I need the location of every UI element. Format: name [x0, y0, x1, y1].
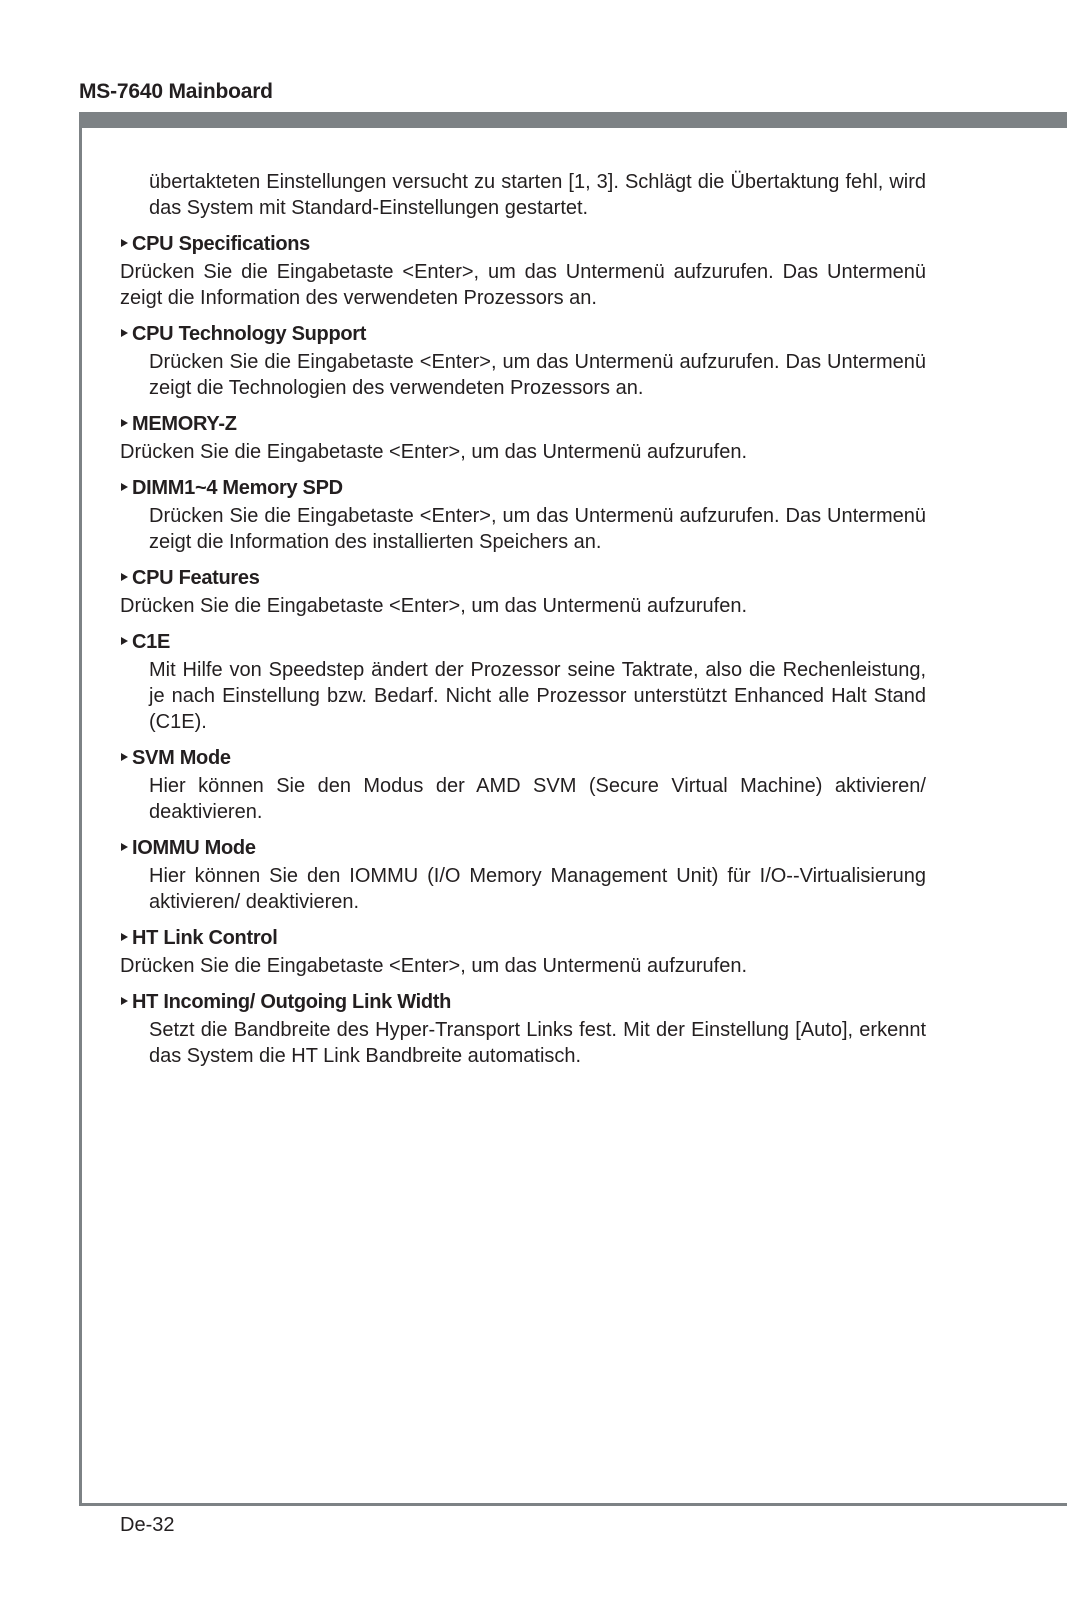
header-bar: [79, 112, 1067, 128]
section-heading-cpu-specifications: [120, 231, 926, 257]
section-heading-cpu-features: [120, 565, 926, 591]
section-text-svm-mode: Hier können Sie den Modus der AMD SVM (Secure Virtual Machine) aktivieren/ deaktivieren.: [149, 775, 926, 823]
section-text-c1e: Mit Hilfe von Speedstep ändert der Prozessor seine Taktrate, also die Rechenleistung, je nach Einstellung bzw. Bedarf. Nicht alle Prozessor unterstützt Enhanced Halt Stand (C1E).: [149, 659, 926, 733]
triangle-bullet-icon: [121, 637, 128, 645]
heading-label: CPU Specifications: [132, 233, 310, 255]
section-heading-ht-link-width: [120, 989, 926, 1015]
heading-label: DIMM1~4 Memory SPD: [132, 477, 343, 499]
heading-label: SVM Mode: [132, 747, 231, 769]
triangle-bullet-icon: [121, 753, 128, 761]
section-heading-iommu-mode: [120, 835, 926, 861]
triangle-bullet-icon: [121, 573, 128, 581]
section-text-memory-z: Drücken Sie die Eingabetaste <Enter>, um das Untermenü aufzurufen.: [120, 441, 748, 463]
page-header-title: MS-7640 Mainboard: [79, 80, 273, 103]
heading-label: HT Link Control: [132, 927, 278, 949]
heading-label: MEMORY-Z: [132, 413, 237, 435]
triangle-bullet-icon: [121, 843, 128, 851]
section-heading-memory-z: [120, 411, 926, 437]
section-text-iommu-mode: Hier können Sie den IOMMU (I/O Memory Management Unit) für I/O--Virtualisierung aktivieren/ deaktivieren.: [149, 865, 926, 913]
section-heading-dimm-memory-spd: [120, 475, 926, 501]
heading-label: CPU Features: [132, 567, 260, 589]
page-number: De-32: [120, 1514, 175, 1536]
heading-label: C1E: [132, 631, 171, 653]
section-heading-cpu-technology-support: [120, 321, 926, 347]
section-heading-c1e: [120, 629, 926, 655]
left-margin-rule: [79, 112, 82, 1505]
section-text-cpu-features: Drücken Sie die Eingabetaste <Enter>, um das Untermenü aufzurufen.: [120, 595, 748, 617]
section-heading-svm-mode: [120, 745, 926, 771]
section-heading-ht-link-control: [120, 925, 926, 951]
section-text-dimm-memory-spd: Drücken Sie die Eingabetaste <Enter>, um das Untermenü aufzurufen. Das Untermenü zeigt die Information des installierten Speichers an.: [149, 505, 926, 553]
section-text-cpu-specifications: Drücken Sie die Eingabetaste <Enter>, um das Untermenü aufzurufen. Das Untermenü zeigt die Information des verwendeten Prozessors an.: [120, 261, 926, 309]
triangle-bullet-icon: [121, 329, 128, 337]
triangle-bullet-icon: [121, 239, 128, 247]
intro-paragraph: übertakteten Einstellungen versucht zu starten [1, 3]. Schlägt die Übertaktung fehl, wird das System mit Standard-Einstellungen gestartet.: [149, 171, 926, 219]
triangle-bullet-icon: [121, 997, 128, 1005]
bottom-rule: [79, 1503, 1067, 1506]
page-content: [120, 169, 926, 1069]
heading-label: HT Incoming/ Outgoing Link Width: [132, 991, 452, 1013]
section-text-cpu-technology-support: Drücken Sie die Eingabetaste <Enter>, um das Untermenü aufzurufen. Das Untermenü zeigt die Technologien des verwendeten Prozessors an.: [149, 351, 926, 399]
heading-label: CPU Technology Support: [132, 323, 367, 345]
triangle-bullet-icon: [121, 933, 128, 941]
triangle-bullet-icon: [121, 483, 128, 491]
heading-label: IOMMU Mode: [132, 837, 256, 859]
triangle-bullet-icon: [121, 419, 128, 427]
section-text-ht-link-width: Setzt die Bandbreite des Hyper-Transport Links fest. Mit der Einstellung [Auto], erkennt das System die HT Link Bandbreite automatisch.: [149, 1019, 926, 1067]
section-text-ht-link-control: Drücken Sie die Eingabetaste <Enter>, um das Untermenü aufzurufen.: [120, 955, 748, 977]
